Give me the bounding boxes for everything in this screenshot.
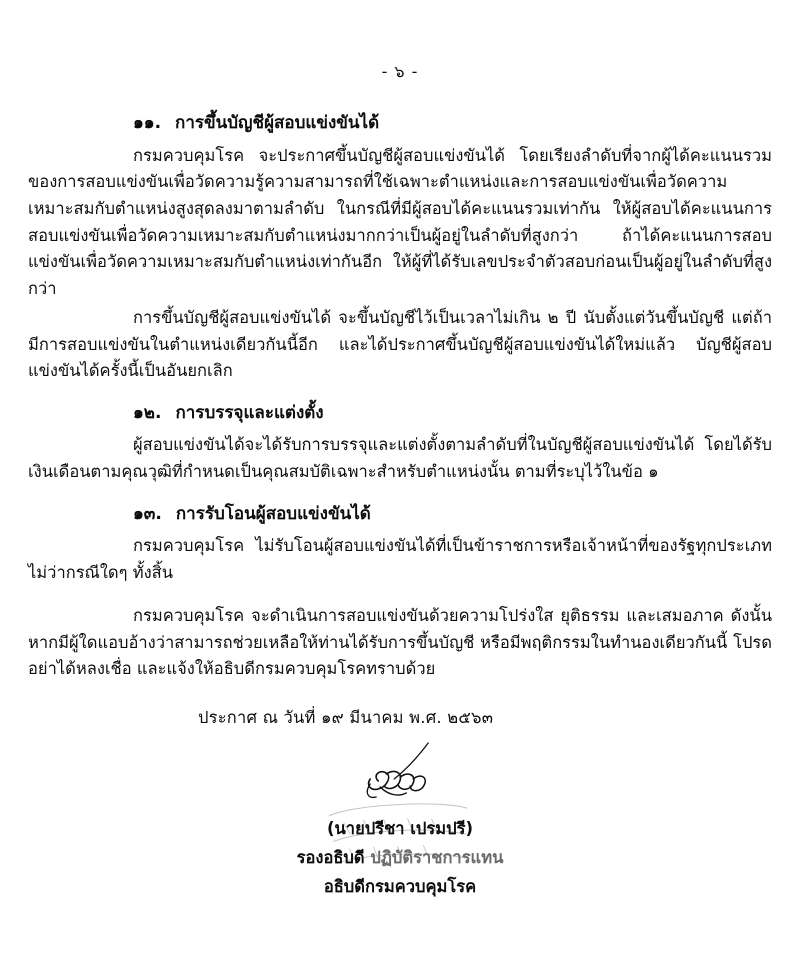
section-13-number: ๑๓.	[133, 503, 162, 524]
section-12-paragraph-1: ผู้สอบแข่งขันได้จะได้รับการบรรจุและแต่งตั้งตามลำดับที่ในบัญชีผู้สอบแข่งขันได้ โดยได้รับเงินเดือนตามคุณวุฒิที่กำหนดเป็นคุณสมบัติเฉพาะสำหรับตำแหน่งนั้น ตามที่ระบุไว้ในข้อ ๑	[28, 435, 772, 482]
closing-paragraph: กรมควบคุมโรค จะดำเนินการสอบแข่งขันด้วยความโปร่งใส ยุติธรรม และเสมอภาค ดังนั้น หากมีผู้ใดแอบอ้างว่าสามารถช่วยเหลือให้ท่านได้รับการขึ้นบัญชี หรือมีพฤติกรรมในทำนองเดียวกันนี้ โปรดอย่าได้หลงเชื่อ และแจ้งให้อธิบดีกรมควบคุมโรคทราบด้วย	[28, 605, 772, 679]
section-11-heading	[28, 111, 772, 137]
section-12-heading	[28, 401, 772, 427]
section-11-paragraph-1: กรมควบคุมโรค จะประกาศขึ้นบัญชีผู้สอบแข่งขันได้ โดยเรียงลำดับที่จากผู้ได้คะแนนรวมของการสอบแข่งขันเพื่อวัดความรู้ความสามารถที่ใช้เฉพาะตำแหน่งและการสอบแข่งขันเพื่อวัดความเหมาะสมกับตำแหน่งสูงสุดลงมาตามลำดับ ในกรณีที่มีผู้สอบได้คะแนนรวมเท่ากัน ให้ผู้สอบได้คะแนนการสอบแข่งขันเพื่อวัดความเหมาะสมกับตำแหน่งมากกว่าเป็นผู้อยู่ในลำดับที่สูงกว่า ถ้าได้คะแนนการสอบแข่งขันเพื่อวัดความเหมาะสมกับตำแหน่งเท่ากันอีก ให้ผู้ที่ได้รับเลขประจำตัวสอบก่อนเป็นผู้อยู่ในลำดับที่สูงกว่า	[28, 145, 772, 299]
handwritten-signature-icon	[28, 741, 772, 811]
signatory-role-prefix: รองอธิบดี	[296, 847, 371, 867]
section-11-paragraph-2: การขึ้นบัญชีผู้สอบแข่งขันได้ จะขึ้นบัญชีไว้เป็นเวลาไม่เกิน ๒ ปี นับตั้งแต่วันขึ้นบัญชี แต่ถ้ามีการสอบแข่งขันในตำแหน่งเดียวกันนี้อีก และได้ประกาศขึ้นบัญชีผู้สอบแข่งขันได้ใหม่แล้ว บัญชีผู้สอบแข่งขันได้ครั้งนี้เป็นอันยกเลิก	[28, 307, 772, 381]
signatory-name: (นายปรีชา เปรมปรี)	[326, 819, 474, 838]
signatory-role	[297, 844, 504, 873]
signature-block	[28, 741, 772, 921]
section-13	[28, 502, 772, 587]
section-12-number: ๑๒.	[133, 402, 162, 423]
section-12	[28, 401, 772, 486]
signatory-role-acting: ปฏิบัติราชการแทน	[370, 847, 504, 867]
page-number: - ๖ -	[381, 62, 419, 81]
announcement-date-line: ประกาศ ณ วันที่ ๑๙ มีนาคม พ.ศ. ๒๕๖๓	[198, 708, 494, 727]
section-11-title: การขึ้นบัญชีผู้สอบแข่งขันได้	[175, 113, 380, 133]
section-11	[28, 111, 772, 385]
section-13-title: การรับโอนผู้สอบแข่งขันได้	[175, 503, 371, 524]
section-13-paragraph-1: กรมควบคุมโรค ไม่รับโอนผู้สอบแข่งขันได้ที่เป็นข้าราชการหรือเจ้าหน้าที่ของรัฐทุกประเภทไม่ว่ากรณีใดๆ ทั้งสิ้น	[28, 536, 772, 583]
section-11-number: ๑๑.	[133, 113, 162, 133]
section-13-heading	[28, 502, 772, 528]
section-12-title: การบรรจุและแต่งตั้ง	[175, 402, 324, 423]
signatory-department: อธิบดีกรมควบคุมโรค	[323, 876, 477, 896]
